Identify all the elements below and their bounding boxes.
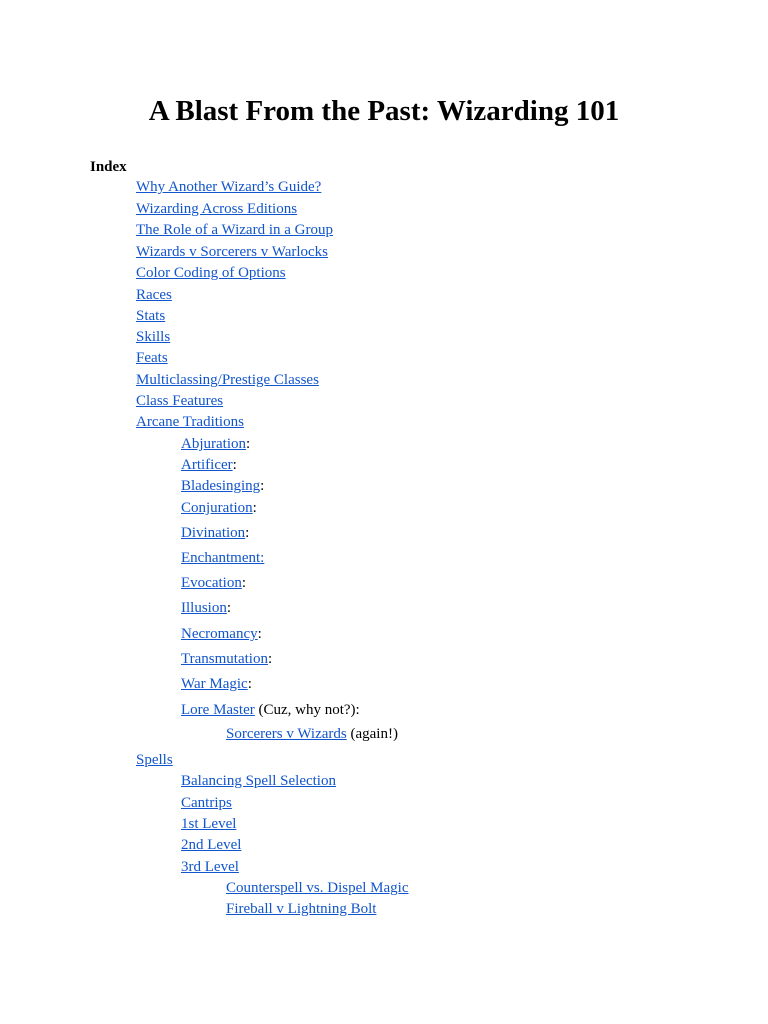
toc-suffix: : — [252, 500, 257, 516]
toc-entry — [136, 220, 333, 240]
toc-entry — [136, 391, 223, 411]
toc-link[interactable]: Color Coding of Options — [136, 265, 286, 281]
toc-entry — [181, 624, 262, 644]
toc-entry — [136, 348, 168, 368]
toc-link[interactable]: War Magic — [181, 676, 248, 692]
toc-suffix: : — [260, 478, 265, 494]
toc-link[interactable]: Stats — [136, 308, 166, 324]
toc-entry — [226, 724, 398, 744]
toc-link[interactable]: Class Features — [136, 393, 224, 409]
toc-link[interactable]: Balancing Spell Selection — [181, 773, 336, 789]
toc-entry — [181, 573, 246, 593]
toc-link[interactable]: Transmutation — [181, 651, 268, 667]
toc-link[interactable]: Wizards v Sorcerers v Warlocks — [136, 244, 329, 260]
toc-link[interactable]: Counterspell vs. Dispel Magic — [226, 880, 409, 896]
toc-suffix: : — [232, 457, 237, 473]
toc-entry — [181, 674, 252, 694]
toc-link[interactable]: Divination — [181, 525, 246, 541]
toc-link[interactable]: Multiclassing/Prestige Classes — [136, 372, 319, 388]
toc-link[interactable]: Bladesinging — [181, 478, 261, 494]
toc-entry — [136, 306, 165, 326]
toc-entry — [226, 878, 408, 898]
toc-suffix: : — [246, 436, 251, 452]
toc-link[interactable]: Spells — [136, 752, 173, 768]
toc-suffix: : — [226, 600, 232, 616]
toc-link[interactable]: 1st Level — [181, 816, 237, 832]
toc-suffix: (Cuz, why not?): — [254, 702, 360, 718]
toc-link[interactable]: Enchantment: — [181, 550, 265, 566]
index-heading: Index — [90, 159, 127, 175]
toc-link[interactable]: Illusion — [181, 600, 227, 616]
toc-entry — [181, 523, 249, 543]
toc-link[interactable]: Necromancy — [181, 626, 258, 642]
toc-entry — [181, 835, 241, 855]
toc-entry — [181, 498, 257, 518]
toc-suffix: : — [245, 525, 250, 541]
toc-entry — [181, 476, 264, 496]
toc-entry — [226, 899, 376, 919]
toc-entry — [136, 370, 319, 390]
toc-link[interactable]: Races — [136, 287, 172, 303]
toc-link[interactable]: Fireball v Lightning Bolt — [226, 901, 377, 917]
toc-link[interactable]: Why Another Wizard’s Guide? — [136, 179, 322, 195]
toc-entry — [181, 649, 272, 669]
toc-link[interactable]: 3rd Level — [181, 859, 239, 875]
toc-entry — [136, 177, 321, 197]
toc-suffix: : — [267, 651, 273, 667]
toc-entry — [181, 771, 336, 791]
toc-link[interactable]: 2nd Level — [181, 837, 242, 853]
toc-entry — [181, 434, 250, 454]
toc-link[interactable]: Abjuration — [181, 436, 246, 452]
toc-entry — [181, 548, 264, 568]
toc-link[interactable]: Feats — [136, 350, 168, 366]
toc-suffix: : — [247, 676, 252, 692]
page-title: A Blast From the Past: Wizarding 101 — [148, 95, 620, 127]
toc-link[interactable]: Arcane Traditions — [136, 414, 244, 430]
toc-entry — [136, 242, 328, 262]
toc-entry — [181, 814, 236, 834]
toc-entry — [181, 700, 360, 720]
toc-suffix: (again!) — [346, 726, 398, 742]
toc-link[interactable]: Skills — [136, 329, 171, 345]
toc-link[interactable]: Evocation — [181, 575, 242, 591]
toc-entry — [181, 857, 239, 877]
toc-entry — [136, 750, 173, 770]
toc-suffix: : — [241, 575, 246, 591]
toc-link[interactable]: The Role of a Wizard in a Group — [136, 222, 333, 238]
toc-link[interactable]: Sorcerers v Wizards — [226, 726, 347, 742]
toc-entry — [136, 263, 286, 283]
toc-link[interactable]: Lore Master — [181, 702, 255, 718]
toc-entry — [181, 455, 237, 475]
toc-link[interactable]: Conjuration — [181, 500, 253, 516]
toc-entry — [136, 412, 244, 432]
toc-entry — [136, 285, 172, 305]
toc-link[interactable]: Cantrips — [181, 795, 232, 811]
toc-suffix: : — [257, 626, 262, 642]
toc-link[interactable]: Artificer — [181, 457, 233, 473]
toc-entry — [181, 793, 232, 813]
toc-entry — [136, 199, 297, 219]
toc-link[interactable]: Wizarding Across Editions — [136, 201, 298, 217]
toc-entry — [181, 598, 231, 618]
toc-entry — [136, 327, 170, 347]
